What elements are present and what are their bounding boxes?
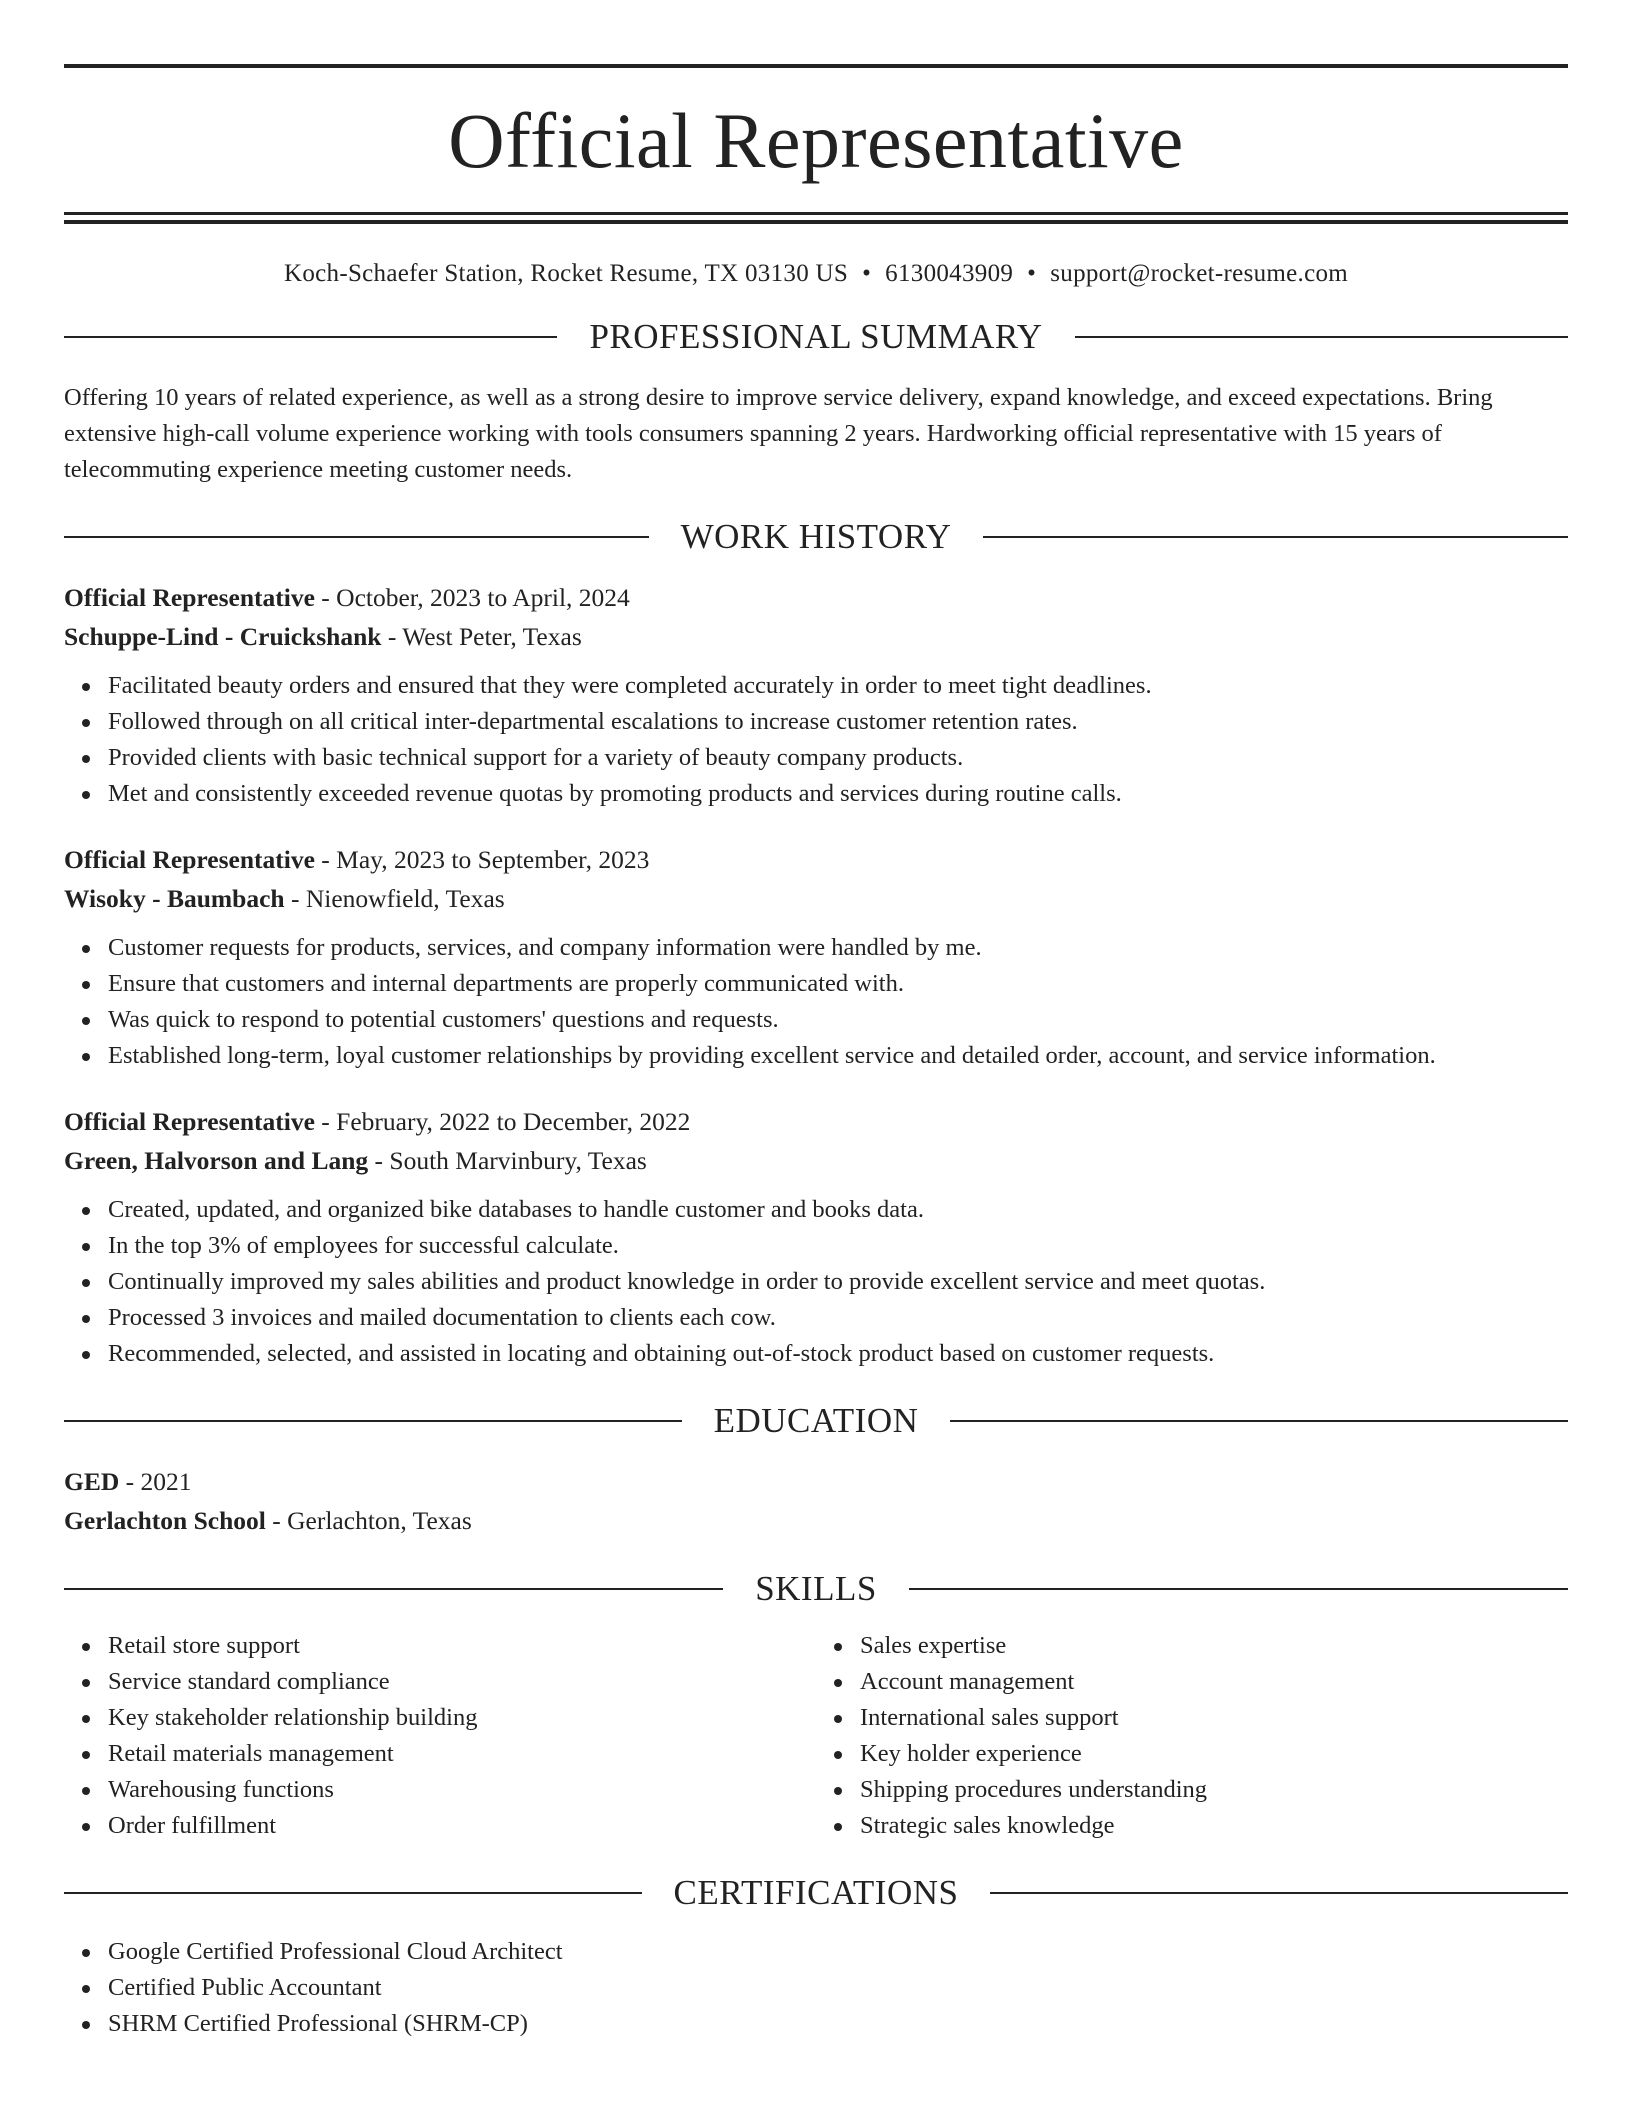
job-entry: [64, 578, 1568, 812]
heading-rule-right: [990, 1892, 1568, 1894]
job-company-line: [64, 879, 1568, 918]
education-degree: GED: [64, 1467, 120, 1496]
education-school-line: [64, 1501, 1568, 1540]
heading-rule-left: [64, 1420, 682, 1422]
skill-item: Retail materials management: [108, 1736, 816, 1772]
job-bullet: Recommended, selected, and assisted in locating and obtaining out-of-stock product based on customer requests.: [108, 1336, 1568, 1372]
skill-item: Key stakeholder relationship building: [108, 1700, 816, 1736]
job-bullet: Customer requests for products, services, and company information were handled by me.: [108, 930, 1568, 966]
job-company: Wisoky - Baumbach: [64, 884, 285, 913]
job-dates: - October, 2023 to April, 2024: [314, 583, 630, 612]
work-history-list: [64, 578, 1568, 1372]
job-bullet: In the top 3% of employees for successful calculate.: [108, 1228, 1568, 1264]
certifications-heading: [64, 1874, 1568, 1912]
skill-item: Service standard compliance: [108, 1664, 816, 1700]
skill-item: Warehousing functions: [108, 1772, 816, 1808]
certification-item: Certified Public Accountant: [108, 1970, 1568, 2006]
certifications-list: [64, 1934, 1568, 2042]
certification-bullets: [64, 1934, 1568, 2042]
job-title: Official Representative: [64, 1107, 315, 1136]
heading-rule-right: [909, 1588, 1568, 1590]
contact-separator: •: [862, 260, 872, 287]
work-history-heading: [64, 518, 1568, 556]
candidate-name: Official Representative: [448, 97, 1184, 184]
job-entry: [64, 1102, 1568, 1372]
job-title: Official Representative: [64, 583, 315, 612]
job-bullet: Facilitated beauty orders and ensured that they were completed accurately in order to meet tight deadlines.: [108, 668, 1568, 704]
skill-item: Strategic sales knowledge: [860, 1808, 1568, 1844]
education-heading: [64, 1402, 1568, 1440]
job-title-line: [64, 578, 1568, 617]
job-title: Official Representative: [64, 845, 315, 874]
skill-item: Order fulfillment: [108, 1808, 816, 1844]
skills-left-column: [64, 1628, 816, 1844]
heading-rule-left: [64, 1588, 723, 1590]
skill-item: Sales expertise: [860, 1628, 1568, 1664]
heading-rule-left: [64, 1892, 642, 1894]
contact-phone: 6130043909: [885, 260, 1014, 287]
job-title-line: [64, 840, 1568, 879]
resume-page: [64, 64, 1568, 2042]
job-bullets: [64, 1192, 1568, 1372]
skill-item: International sales support: [860, 1700, 1568, 1736]
education-degree-line: [64, 1462, 1568, 1501]
skill-item: Account management: [860, 1664, 1568, 1700]
summary-text: Offering 10 years of related experience, as well as a strong desire to improve service delivery, expand knowledge, and exceed expectations. Bring extensive high-call volume experience working with tools consumers spanning 2 years. Hardworking official representative with 15 years of telecommuting experience meeting customer needs.: [64, 384, 1493, 483]
contact-address: Koch-Schaefer Station, Rocket Resume, TX 03130 US: [283, 260, 849, 287]
job-company-line: [64, 617, 1568, 656]
heading-rule-right: [1075, 336, 1568, 338]
skills-columns: [64, 1628, 1568, 1844]
heading-rule-left: [64, 336, 557, 338]
job-bullet: Was quick to respond to potential customers' questions and requests.: [108, 1002, 1568, 1038]
education-heading-title: EDUCATION: [713, 1401, 919, 1440]
heading-rule-right: [950, 1420, 1568, 1422]
job-company-line: [64, 1141, 1568, 1180]
heading-rule-left: [64, 536, 649, 538]
certification-item: Google Certified Professional Cloud Architect: [108, 1934, 1568, 1970]
job-bullet: Established long-term, loyal customer relationships by providing excellent service and detailed order, account, and service information.: [108, 1038, 1568, 1074]
job-bullet: Ensure that customers and internal departments are properly communicated with.: [108, 966, 1568, 1002]
work-history-heading-title: WORK HISTORY: [680, 517, 952, 556]
job-dates: - February, 2022 to December, 2022: [314, 1107, 691, 1136]
summary-heading-title: PROFESSIONAL SUMMARY: [589, 317, 1043, 356]
job-bullet: Followed through on all critical inter-departmental escalations to increase customer retention rates.: [108, 704, 1568, 740]
job-bullet: Created, updated, and organized bike databases to handle customer and books data.: [108, 1192, 1568, 1228]
contact-line: [64, 260, 1568, 288]
job-bullet: Provided clients with basic technical support for a variety of beauty company products.: [108, 740, 1568, 776]
name-double-rule: [64, 212, 1568, 224]
contact-email: support@rocket-resume.com: [1050, 260, 1349, 287]
skills-heading: [64, 1570, 1568, 1608]
job-company: Schuppe-Lind - Cruickshank: [64, 622, 382, 651]
job-company: Green, Halvorson and Lang: [64, 1146, 369, 1175]
education-entry: [64, 1462, 1568, 1540]
job-title-line: [64, 1102, 1568, 1141]
certifications-heading-title: CERTIFICATIONS: [673, 1873, 959, 1912]
skills-heading-title: SKILLS: [755, 1569, 877, 1608]
job-location: - Nienowfield, Texas: [284, 884, 505, 913]
heading-rule-right: [983, 536, 1568, 538]
education-location: - Gerlachton, Texas: [265, 1506, 472, 1535]
job-entry: [64, 840, 1568, 1074]
education-year: - 2021: [119, 1467, 192, 1496]
job-location: - South Marvinbury, Texas: [368, 1146, 647, 1175]
job-bullet: Met and consistently exceeded revenue quotas by promoting products and services during routine calls.: [108, 776, 1568, 812]
skill-item: Shipping procedures understanding: [860, 1772, 1568, 1808]
job-bullet: Continually improved my sales abilities and product knowledge in order to provide excellent service and meet quotas.: [108, 1264, 1568, 1300]
certification-item: SHRM Certified Professional (SHRM-CP): [108, 2006, 1568, 2042]
skill-item: Retail store support: [108, 1628, 816, 1664]
education-school: Gerlachton School: [64, 1506, 266, 1535]
job-bullet: Processed 3 invoices and mailed documentation to clients each cow.: [108, 1300, 1568, 1336]
job-dates: - May, 2023 to September, 2023: [314, 845, 650, 874]
summary-heading: [64, 318, 1568, 356]
job-location: - West Peter, Texas: [381, 622, 582, 651]
job-bullets: [64, 668, 1568, 812]
top-rule: [64, 64, 1568, 68]
job-bullets: [64, 930, 1568, 1074]
skills-right-column: [816, 1628, 1568, 1844]
skill-item: Key holder experience: [860, 1736, 1568, 1772]
contact-separator: •: [1027, 260, 1037, 287]
